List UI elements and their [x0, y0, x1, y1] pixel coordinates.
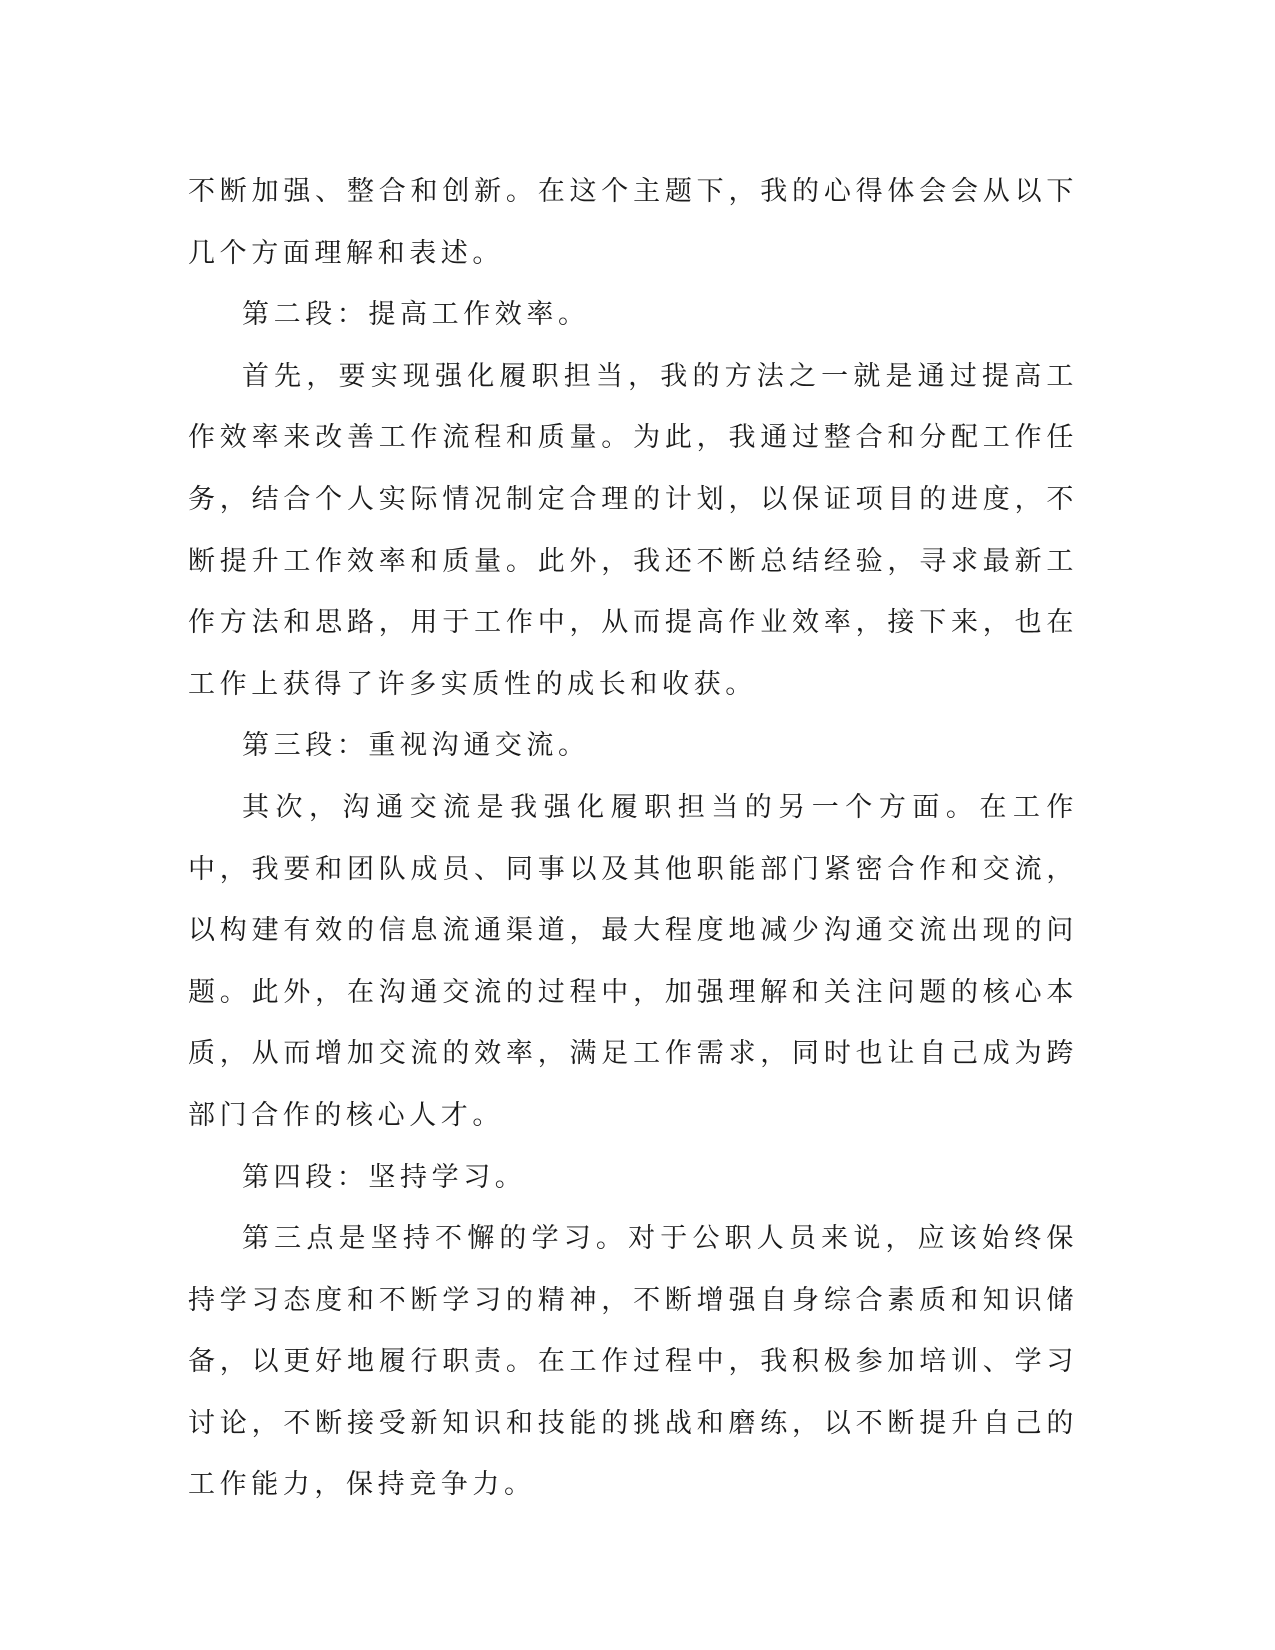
section-heading-3: 第三段：重视沟通交流。 — [242, 730, 590, 762]
paragraph-communication: 其次，沟通交流是我强化履职担当的另一个方面。在工作中，我要和团队成员、同事以及其他职能部门紧密合作和交流，以构建有效的信息流通渠道，最大程度地减少沟通交流出现的问题。此外，在沟通交流的过程中，加强理解和关注问题的核心本质，从而增加交流的效率，满足工作需求，同时也让自己成为跨部门合作的核心人才。 — [188, 791, 1078, 1131]
document-body — [188, 161, 1078, 1516]
paragraph-efficiency: 首先，要实现强化履职担当，我的方法之一就是通过提高工作效率来改善工作流程和质量。为此，我通过整合和分配工作任务，结合个人实际情况制定合理的计划，以保证项目的进度，不断提升工作效率和质量。此外，我还不断总结经验，寻求最新工作方法和思路，用于工作中，从而提高作业效率，接下来，也在工作上获得了许多实质性的成长和收获。 — [188, 360, 1078, 700]
section-heading-4: 第四段：坚持学习。 — [242, 1161, 527, 1193]
paragraph-learning: 第三点是坚持不懈的学习。对于公职人员来说，应该始终保持学习态度和不断学习的精神，不断增强自身综合素质和知识储备，以更好地履行职责。在工作过程中，我积极参加培训、学习讨论，不断接受新知识和技能的挑战和磨练，以不断提升自己的工作能力，保持竞争力。 — [188, 1223, 1078, 1501]
paragraph-continuation: 不断加强、整合和创新。在这个主题下，我的心得体会会从以下几个方面理解和表述。 — [188, 176, 1078, 269]
section-heading-2: 第二段：提高工作效率。 — [242, 299, 590, 331]
